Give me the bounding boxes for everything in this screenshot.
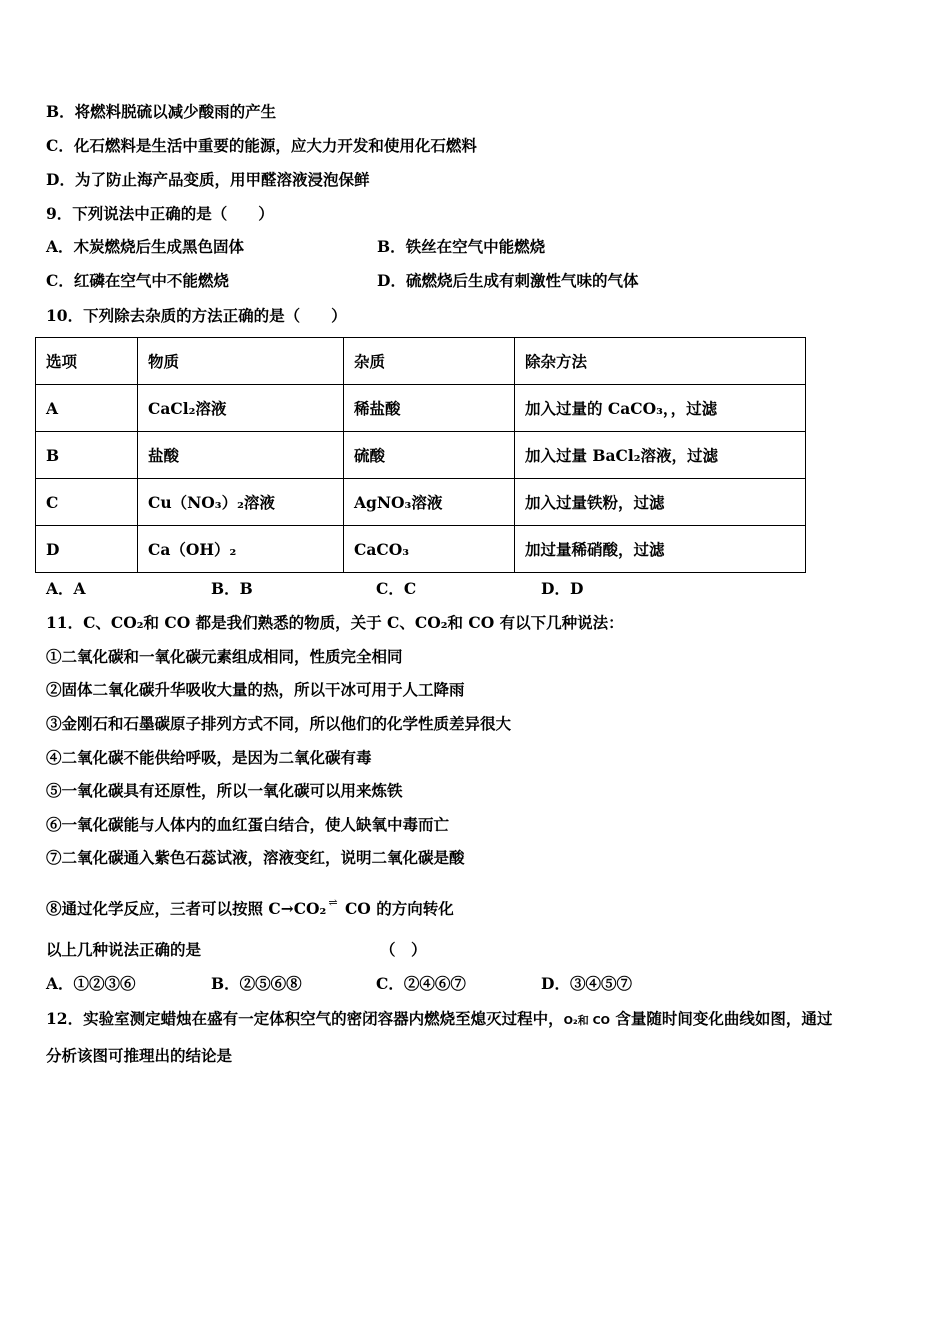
q8-option-d: D．为了防止海产品变质，用甲醛溶液浸泡保鲜 <box>46 170 370 189</box>
table-row <box>36 526 806 573</box>
q11-item-6: ⑥一氧化碳能与人体内的血红蛋白结合，使人缺氧中毒而亡 <box>46 815 450 834</box>
q10-table <box>35 337 806 573</box>
q12-stem-b: O₂和 CO <box>563 1014 611 1027</box>
q10-option-d: D．D <box>541 579 584 598</box>
q9-option-a: A．木炭燃烧后生成黑色固体 <box>46 237 245 256</box>
q11-item-8 <box>46 893 454 919</box>
q8-option-c: C．化石燃料是生活中重要的能源，应大力开发和使用化石燃料 <box>46 136 477 155</box>
table-cell: 加入过量铁粉，过滤 <box>515 479 806 526</box>
q11-item-2: ②固体二氧化碳升华吸收大量的热，所以干冰可用于人工降雨 <box>46 680 465 699</box>
q11-item-1: ①二氧化碳和一氧化碳元素组成相同，性质完全相同 <box>46 647 403 666</box>
header-cell: 选项 <box>36 338 138 385</box>
table-cell: 加入过量 BaCl₂溶液，过滤 <box>515 432 806 479</box>
table-cell: B <box>36 432 138 479</box>
q11-item-7: ⑦二氧化碳通入紫色石蕊试液，溶液变红，说明二氧化碳是酸 <box>46 848 465 867</box>
table-row <box>36 432 806 479</box>
reversible-arrow-icon: ⇌ <box>328 896 338 909</box>
q11-item-4: ④二氧化碳不能供给呼吸，是因为二氧化碳有毒 <box>46 748 372 767</box>
table-cell: 加入过量的 CaCO₃，，过滤 <box>515 385 806 432</box>
table-cell: Cu（NO₃）₂溶液 <box>138 479 344 526</box>
header-cell: 物质 <box>138 338 344 385</box>
q12-stem-line-1 <box>46 1009 832 1031</box>
q11-option-b: B．②⑤⑥⑧ <box>211 974 302 993</box>
q11-option-a: A．①②③⑥ <box>46 974 136 993</box>
table-cell: AgNO₃溶液 <box>344 479 515 526</box>
q9-option-d: D．硫燃烧后生成有刺激性气味的气体 <box>377 271 639 290</box>
q12-stem-line-2: 分析该图可推理出的结论是 <box>46 1046 233 1065</box>
header-cell: 杂质 <box>344 338 515 385</box>
table-cell: 稀盐酸 <box>344 385 515 432</box>
q11-options <box>46 974 706 994</box>
q9-option-b: B．铁丝在空气中能燃烧 <box>377 237 546 256</box>
q11-ask: 以上几种说法正确的是 <box>46 940 202 959</box>
q10-stem: 10．下列除去杂质的方法正确的是（ ） <box>46 306 347 325</box>
q12-stem-c: 含量随时间变化曲线如图，通过 <box>610 1009 833 1028</box>
table-cell: C <box>36 479 138 526</box>
q12-stem-a: 12．实验室测定蜡烛在盛有一定体积空气的密闭容器内燃烧至熄灭过程中， <box>46 1009 564 1028</box>
table-row <box>36 479 806 526</box>
header-cell: 除杂方法 <box>515 338 806 385</box>
table-cell: 盐酸 <box>138 432 344 479</box>
table-row <box>36 385 806 432</box>
table-cell: 加过量稀硝酸，过滤 <box>515 526 806 573</box>
q11-answer-paren: （ ） <box>380 940 427 959</box>
table-cell: D <box>36 526 138 573</box>
q11-item-8-post: CO 的方向转化 <box>339 899 454 918</box>
q11-stem: 11．C、CO₂和 CO 都是我们熟悉的物质，关于 C、CO₂和 CO 有以下几种说法： <box>46 613 624 632</box>
table-header-row <box>36 338 806 385</box>
table-cell: CaCl₂溶液 <box>138 385 344 432</box>
table-cell: Ca（OH）₂ <box>138 526 344 573</box>
q9-stem: 9．下列说法中正确的是（ ） <box>46 204 274 223</box>
q10-options <box>46 579 706 599</box>
table-cell: CaCO₃ <box>344 526 515 573</box>
q11-option-c: C．②④⑥⑦ <box>376 974 466 993</box>
table-cell: A <box>36 385 138 432</box>
q11-item-5: ⑤一氧化碳具有还原性，所以一氧化碳可以用来炼铁 <box>46 781 403 800</box>
q11-option-d: D．③④⑤⑦ <box>541 974 632 993</box>
q9-option-c: C．红磷在空气中不能燃烧 <box>46 271 229 290</box>
table-cell: 硫酸 <box>344 432 515 479</box>
q10-option-c: C．C <box>376 579 417 598</box>
q8-option-b: B．将燃料脱硫以减少酸雨的产生 <box>46 102 277 121</box>
q11-item-8-pre: ⑧通过化学反应，三者可以按照 C→CO₂ <box>46 899 327 918</box>
q10-option-a: A．A <box>46 579 86 598</box>
q10-option-b: B．B <box>211 579 253 598</box>
q11-item-3: ③金刚石和石墨碳原子排列方式不同，所以他们的化学性质差异很大 <box>46 714 512 733</box>
